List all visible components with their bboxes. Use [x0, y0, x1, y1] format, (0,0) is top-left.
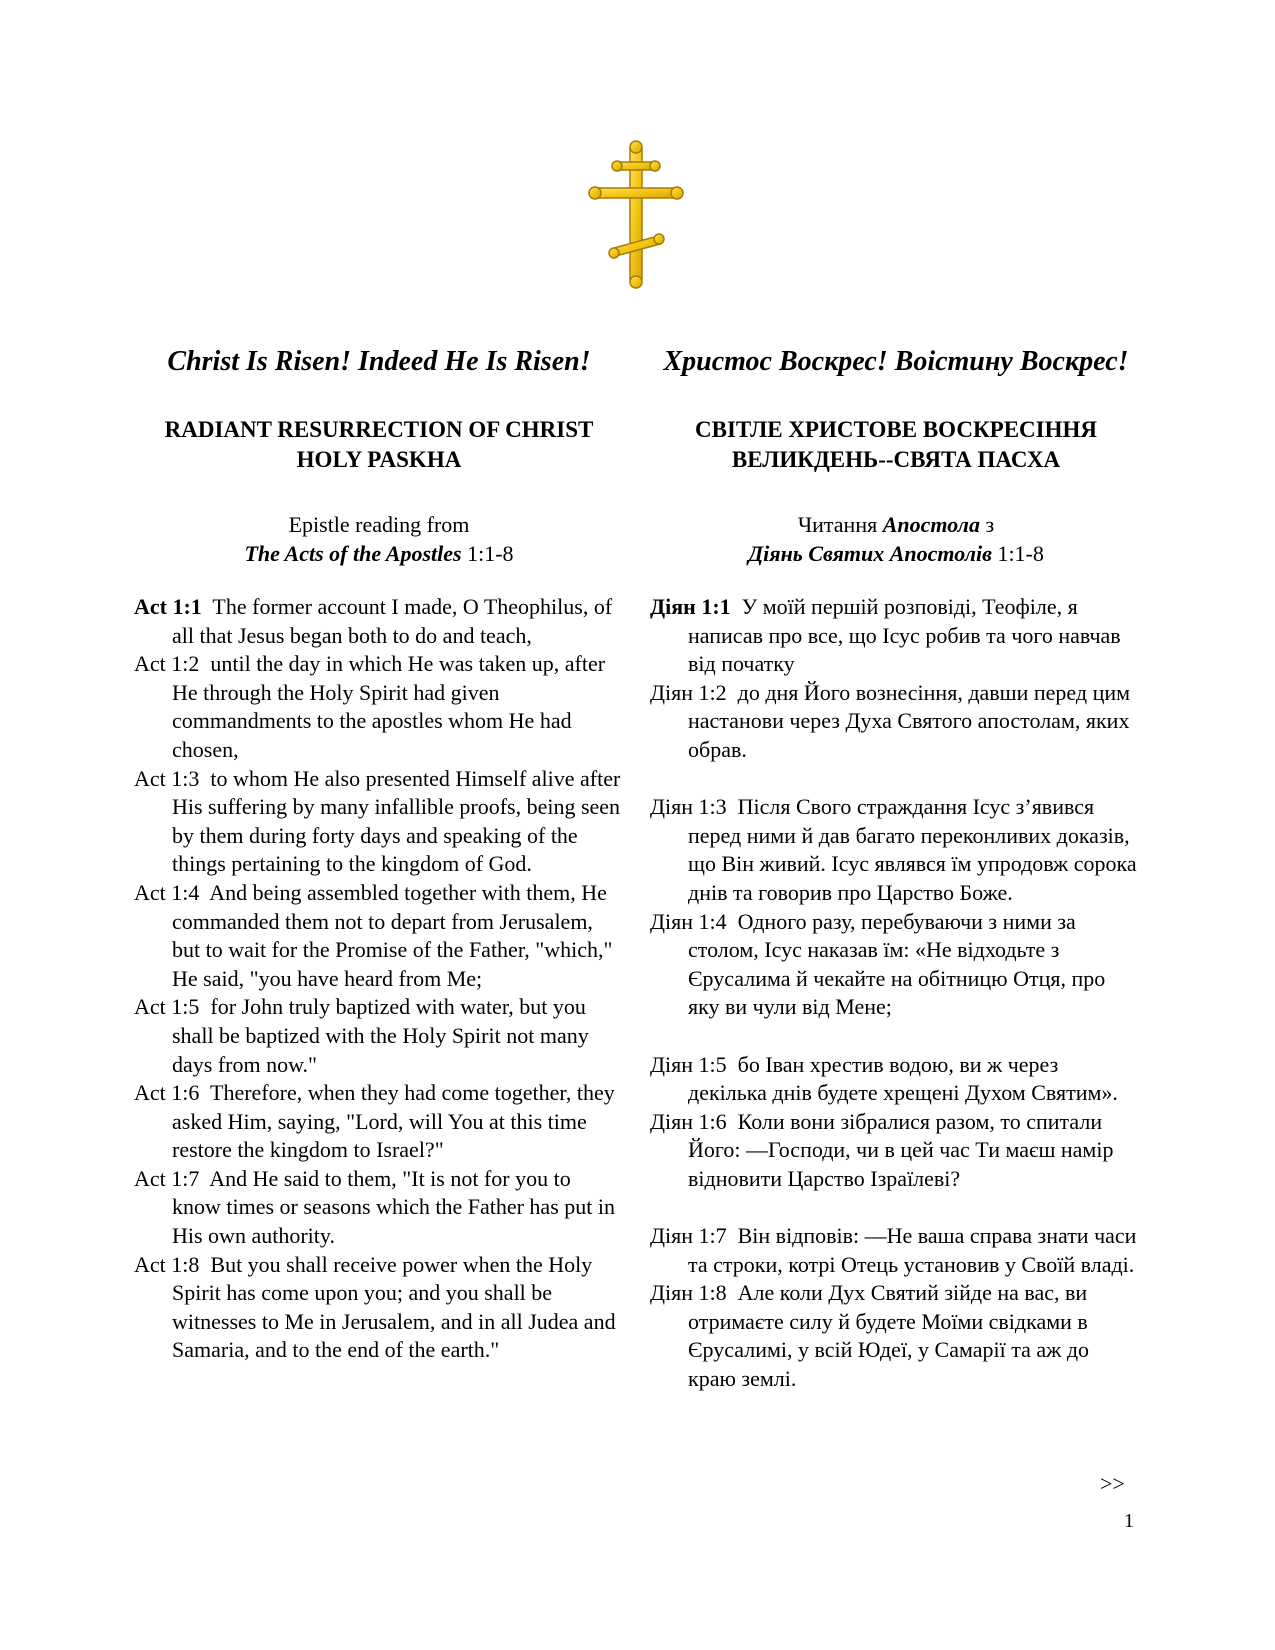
orthodox-cross-icon: [588, 140, 684, 290]
verse-text: for John truly baptized with water, but you shall be baptized with the Holy Spirit not many days from now.": [172, 994, 589, 1077]
verse-ref: Act 1:5: [134, 994, 200, 1020]
ukrainian-feast-line2: ВЕЛИКДЕНЬ--СВЯТА ПАСХА: [731, 447, 1061, 472]
verse-text: бо Іван хрестив водою, ви ж через декілька днів будете хрещені Духом Святим».: [688, 1051, 1118, 1106]
verse: [650, 793, 1142, 907]
verse-ref: Act 1:7: [134, 1165, 200, 1191]
verse-ref: Діян 1:1: [650, 594, 731, 619]
verse: [134, 993, 624, 1079]
ukrainian-epistle-heading: [650, 510, 1142, 568]
english-column: [134, 345, 624, 1365]
verse-text: until the day in which He was taken up, after He through the Holy Spirit had given commandments to the apostles whom He had chosen,: [172, 651, 606, 762]
english-epistle-intro: Epistle reading from: [288, 512, 470, 537]
verse-ref: Діян 1:8: [650, 1280, 727, 1306]
verse-ref: Діян 1:2: [650, 679, 727, 705]
verse-text: And He said to them, "It is not for you to know times or seasons which the Father has put in His own authority.: [172, 1165, 615, 1249]
verse-text: Therefore, when they had come together, they asked Him, saying, "Lord, will You at this time restore the kingdom to Israel?": [172, 1080, 615, 1163]
continued-marker: >>: [1100, 1471, 1125, 1496]
verse: [134, 1165, 624, 1251]
verse: [650, 908, 1142, 1022]
verse-ref: Act 1:8: [134, 1251, 200, 1277]
ukrainian-greeting: Христос Воскрес! Воістину Воскрес!: [663, 346, 1129, 377]
ukrainian-epistle-intro: Читання: [797, 512, 878, 537]
verse: [134, 593, 624, 650]
verse-text: Він відповів: ―Не ваша справа знати часи та строки, котрі Отець установив у Своїй владі.: [688, 1223, 1137, 1277]
english-book-title: The Acts of the Apostles: [244, 541, 462, 566]
verse: [650, 593, 1142, 679]
verse: [134, 650, 624, 764]
verse-text: Одного разу, перебуваючи з ними за столом, Ісус наказав їм: «Не відходьте з Єрусалима й чекайте на обітницю Отця, про яку ви чули від Мене;: [688, 908, 1106, 1020]
english-feast-line2: HOLY PASKHA: [296, 447, 462, 472]
english-chapter-range: 1:1-8: [467, 541, 514, 566]
verse: [650, 1279, 1142, 1393]
verse-text: The former account I made, O Theophilus, of all that Jesus began both to do and teach,: [172, 594, 613, 648]
verse: [134, 879, 624, 993]
english-epistle-heading: [134, 510, 624, 568]
english-feast-line1: RADIANT RESURRECTION OF CHRIST: [164, 417, 594, 442]
verse-ref: Діян 1:5: [650, 1051, 727, 1077]
verse-text: У моїй першій розповіді, Теофіле, я написав про все, що Ісус робив та чого навчав від початку: [688, 594, 1121, 677]
english-feast-title: [134, 415, 624, 475]
verse-ref: Діян 1:7: [650, 1223, 727, 1249]
ukrainian-verses: [650, 593, 1142, 1394]
ukrainian-feast-title: [650, 415, 1142, 475]
verse-ref: Діян 1:6: [650, 1108, 727, 1134]
english-greeting: Christ Is Risen! Indeed He Is Risen!: [167, 346, 591, 377]
verse-ref: Act 1:4: [134, 879, 200, 905]
verse-ref: Act 1:2: [134, 651, 200, 677]
verse: [134, 1079, 624, 1165]
ukrainian-feast-line1: СВІТЛЕ ХРИСТОВЕ ВОСКРЕСІННЯ: [695, 417, 1097, 442]
ukrainian-book-title: Діянь Святих Апостолів: [748, 541, 992, 566]
ukrainian-from-word: з: [985, 512, 995, 537]
verse-text: But you shall receive power when the Holy Spirit has come upon you; and you shall be witnesses to Me in Jerusalem, and in all Judea and Samaria, and to the end of the earth.": [172, 1251, 616, 1363]
verse: [650, 1108, 1142, 1194]
verse-ref: Act 1:1: [134, 594, 202, 619]
verse: [134, 1251, 624, 1365]
verse: [650, 1222, 1142, 1279]
verse-text: And being assembled together with them, He commanded them not to depart from Jerusalem, but to wait for the Promise of the Father, "which," He said, "you have heard from Me;: [172, 879, 613, 991]
verse-ref: Діян 1:4: [650, 908, 727, 934]
verse-ref: Act 1:3: [134, 765, 200, 791]
ukrainian-apostle-word: Апостола: [882, 512, 980, 537]
verse-text: до дня Його вознесіння, давши перед цим настанови через Духа Святого апостолам, яких обрав.: [688, 679, 1131, 762]
verse-text: Коли вони зібралися разом, то спитали Його: ―Господи, чи в цей час Ти маєш намір відновити Царство Ізраїлеві?: [688, 1108, 1114, 1191]
verse: [650, 1051, 1142, 1108]
verse-text: Але коли Дух Святий зійде на вас, ви отримаєте силу й будете Моїми свідками в Єрусалимі, у всій Юдеї, у Самарії та аж до краю землі.: [688, 1280, 1090, 1392]
verse: [650, 679, 1142, 765]
verse-ref: Act 1:6: [134, 1080, 200, 1106]
ukrainian-chapter-range: 1:1-8: [997, 541, 1044, 566]
verse-text: to whom He also presented Himself alive after His suffering by many infallible proofs, being seen by them during forty days and speaking of the things pertaining to the kingdom of God.: [172, 765, 621, 877]
verse-text: Після Свого страждання Ісус з’явився перед ними й дав багато переконливих доказів, що Він живий. Ісус являвся їм упродовж сорока днів та говорив про Царство Боже.: [688, 794, 1137, 905]
english-verses: [134, 593, 624, 1365]
verse-ref: Діян 1:3: [650, 794, 727, 820]
verse: [134, 765, 624, 879]
page-number: 1: [1124, 1510, 1134, 1532]
ukrainian-column: [650, 345, 1142, 1394]
